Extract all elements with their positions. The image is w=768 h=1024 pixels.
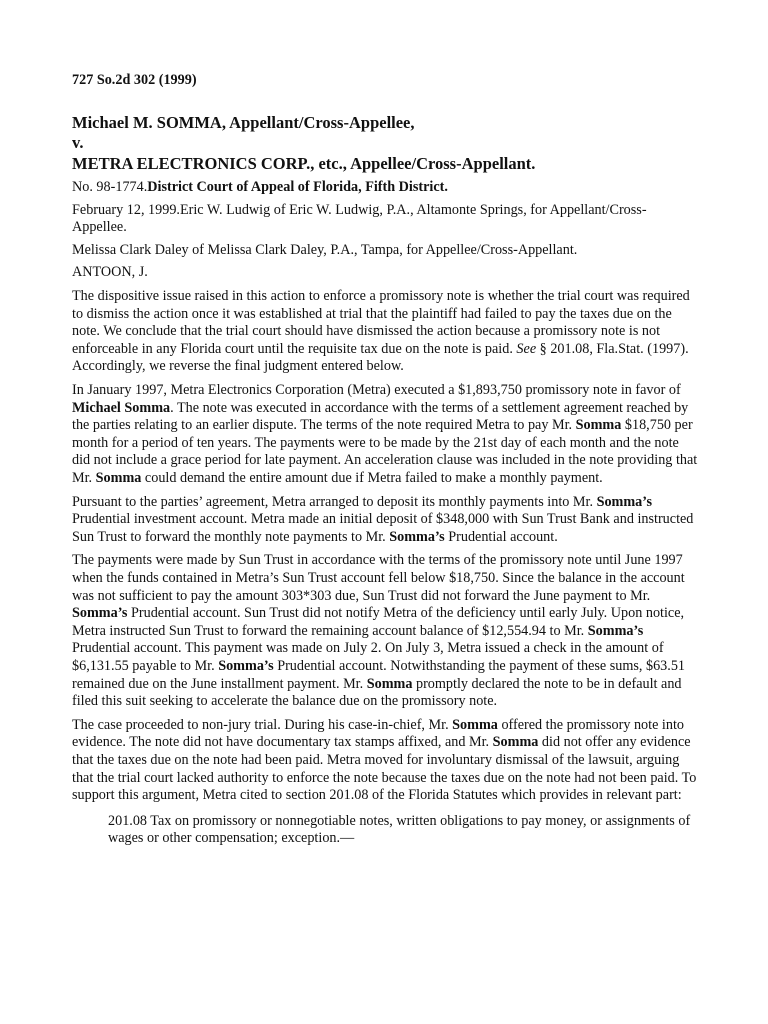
paragraph-text: could demand the entire amount due if Metra failed to make a monthly payment.: [141, 470, 603, 486]
paragraph-text: Prudential account. Notwithstanding the payment of these sums, $63.51 remained due on the June installment payment. Mr.: [72, 657, 686, 692]
paragraph-text: The payments were made by Sun Trust in accordance with the terms of the promissory note until June 1997 when the funds contained in Metra’s Sun Trust account fell below $18,750. Since the balance in the account was not sufficient to pay the amount 303*303 due, Sun Trust did not forward the June payment to Mr.: [72, 552, 685, 604]
paragraph-text: offered the promissory note into evidence. The note did not have documentary tax stamps affixed, and Mr.: [72, 716, 684, 751]
paragraph-text: The dispositive issue raised in this action to enforce a promissory note is whether the trial court was required to dismiss the action once it was established at trial that the plaintiff had failed to pay the taxes due on the note. We conclude that the trial court should have dismissed the action because a promissory note is not enforceable in any Florida court until the requisite tax due on the note is paid.: [72, 288, 690, 357]
party-name-emphasis: Somma: [366, 675, 413, 692]
opinion-document: [72, 62, 698, 848]
paragraph-text: Prudential account. Sun Trust did not notify Metra of the deficiency until early July. Upon notice, Metra instructed Sun Trust to forward the remaining account balance of $12,554.94 to Mr.: [72, 605, 685, 639]
paragraph-text: Prudential investment account. Metra made an initial deposit of $348,000 with Sun Trust Bank and instructed Sun Trust to forward the monthly note payments to Mr.: [72, 511, 694, 545]
party-name-emphasis: Somma’s: [218, 657, 274, 674]
party-name-emphasis: Michael Somma: [72, 399, 171, 416]
caption-versus: v.: [72, 133, 84, 153]
counsel-appellant: February 12, 1999.Eric W. Ludwig of Eric W. Ludwig, P.A., Altamonte Springs, for Appellant/Cross-Appellee.: [72, 201, 647, 236]
caption-appellant: Michael M. SOMMA, Appellant/Cross-Appellee,: [72, 112, 415, 132]
party-name-emphasis: Somma’s: [587, 622, 644, 639]
paragraph-5: [72, 717, 698, 805]
party-name-emphasis: Somma’s: [596, 493, 652, 510]
caption-appellee: METRA ELECTRONICS CORP., etc., Appellee/Cross-Appellant.: [72, 153, 536, 173]
paragraph-text: did not offer any evidence that the taxes due on the note had been paid. Metra moved for involuntary dismissal of the lawsuit, arguing that the trial court lacked authority to enforce the note because the taxes due on the note had not been paid. To support this argument, Metra cited to section 201.08 of the Florida Statutes which provides in relevant part:: [72, 734, 697, 804]
party-name-emphasis: Somma’s: [389, 528, 445, 545]
judge-name: ANTOON, J.: [72, 264, 148, 281]
paragraph-text: Prudential account. This payment was made on July 2. On July 3, Metra issued a check in the amount of $6,131.55 payable to Mr.: [72, 640, 664, 674]
party-name-emphasis: Somma: [452, 716, 498, 733]
paragraph-3: [72, 494, 698, 547]
paragraph-text: Prudential account.: [444, 528, 558, 545]
paragraph-2: [72, 382, 698, 488]
paragraph-text: § 201.08, Fla.Stat. (1997). Accordingly, we reverse the final judgment entered below.: [72, 340, 689, 375]
paragraph-text: promptly declared the note to be in default and filed this suit seeking to accelerate the balance due on the promissory note.: [72, 675, 682, 710]
party-name-emphasis: Somma: [95, 470, 142, 486]
statute-quote: 201.08 Tax on promissory or nonnegotiable notes, written obligations to pay money, or assignments of wages or other compensation; exception.—: [108, 812, 691, 847]
paragraph-text: The case proceeded to non-jury trial. During his case-in-chief, Mr.: [72, 716, 453, 733]
paragraph-1: [72, 288, 698, 376]
paragraph-text: Pursuant to the parties’ agreement, Metra arranged to deposit its monthly payments into Mr.: [72, 493, 597, 510]
docket-line: [72, 179, 698, 197]
case-citation: 727 So.2d 302 (1999): [72, 72, 197, 88]
party-name-emphasis: Somma’s: [72, 605, 128, 622]
docket-number: No. 98-1774.: [72, 179, 148, 196]
paragraph-text: $18,750 per month for a period of ten years. The payments were to be made by the 21st day of each month and the note did not include a grace period for late payment. An acceleration clause was included in the note providing that Mr.: [72, 417, 698, 486]
counsel-appellee: Melissa Clark Daley of Melissa Clark Daley, P.A., Tampa, for Appellee/Cross-Appellant.: [72, 241, 578, 258]
party-name-emphasis: Somma: [575, 417, 622, 434]
paragraph-text: In January 1997, Metra Electronics Corporation (Metra) executed a $1,893,750 promissory note in favor of: [72, 382, 681, 399]
paragraph-text: . The note was executed in accordance with the terms of a settlement agreement reached by the parties relating to an earlier dispute. The terms of the note required Metra to pay Mr.: [72, 399, 689, 434]
signal-emphasis: See: [516, 340, 537, 357]
paragraph-4: [72, 552, 698, 710]
court-name: District Court of Appeal of Florida, Fifth District.: [147, 179, 448, 196]
party-name-emphasis: Somma: [492, 734, 539, 751]
case-caption: [72, 113, 698, 175]
